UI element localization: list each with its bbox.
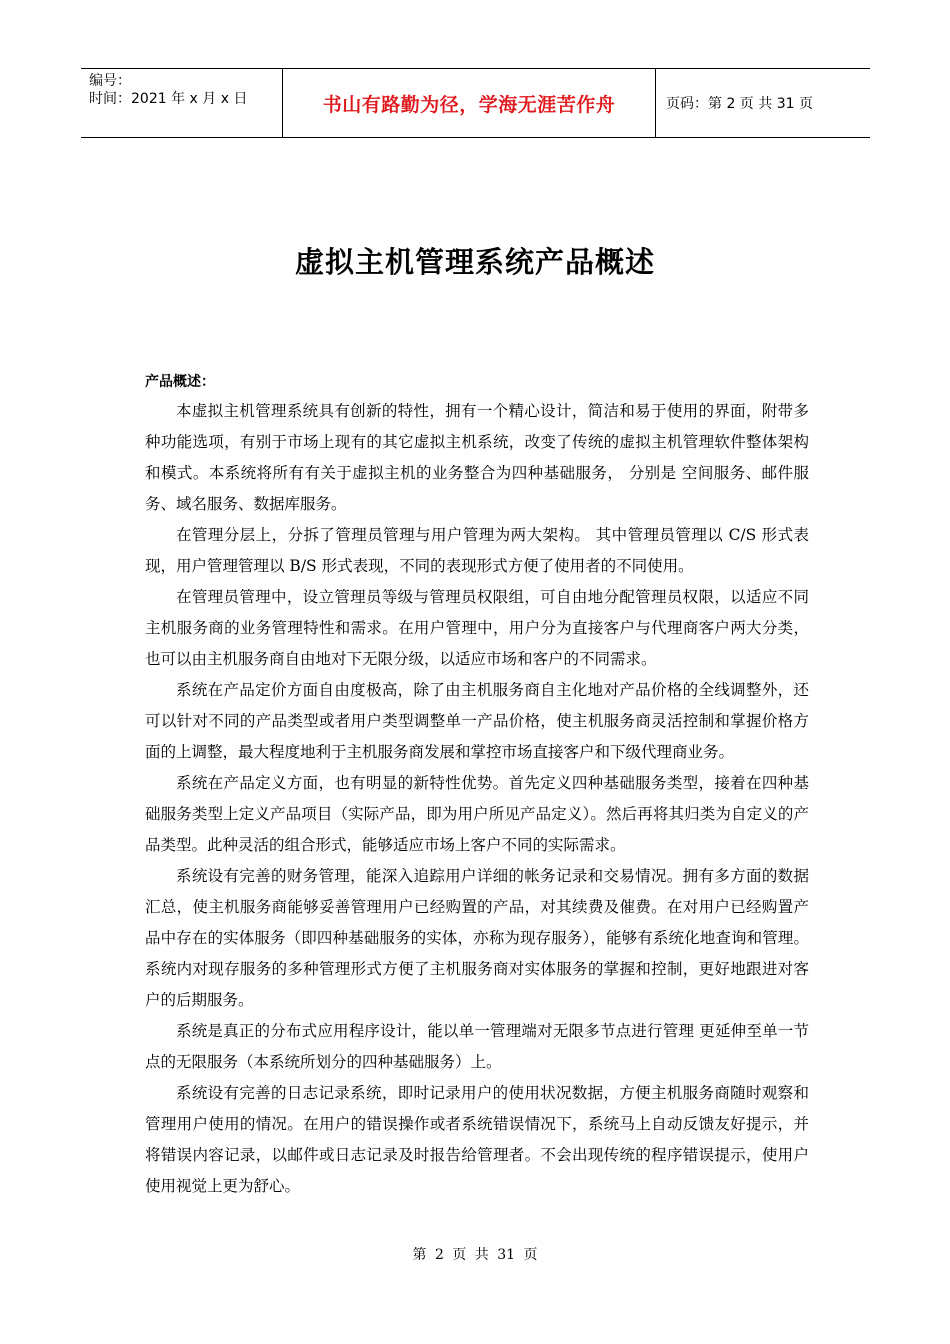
document-body (145, 370, 809, 1202)
paragraph: 系统在产品定价方面自由度极高，除了由主机服务商自主化地对产品价格的全线调整外，还可以针对不同的产品类型或者用户类型调整单一产品价格，使主机服务商灵活控制和掌握价格方面的上调整，最大程度地利于主机服务商发展和掌控市场直接客户和下级代理商业务。 (145, 681, 809, 761)
section-label: 产品概述： (145, 374, 215, 390)
paragraph: 系统是真正的分布式应用程序设计，能以单一管理端对无限多节点进行管理 更延伸至单一节点的无限服务（本系统所划分的四种基础服务）上。 (145, 1022, 809, 1071)
paragraph: 本虚拟主机管理系统具有创新的特性，拥有一个精心设计，简洁和易于使用的界面，附带多种功能选项，有别于市场上现有的其它虚拟主机系统，改变了传统的虚拟主机管理软件整体架构和模式。本系统将所有有关于虚拟主机的业务整合为四种基础服务， 分别是 空间服务、邮件服务、域名服务、数据库服务。 (145, 402, 809, 513)
page-footer: 第 2 页 共 31 页 (412, 1247, 538, 1263)
header-table (81, 68, 870, 138)
document-title: 虚拟主机管理系统产品概述 (294, 245, 655, 279)
number-label: 编号： (89, 73, 131, 89)
time-label: 时间：2021 年 x 月 x 日 (89, 91, 248, 107)
header-motto: 书山有路勤为径，学海无涯苦作舟 (282, 69, 656, 137)
paragraph: 系统设有完善的财务管理，能深入追踪用户详细的帐务记录和交易情况。拥有多方面的数据汇总，使主机服务商能够妥善管理用户已经购置的产品，对其续费及催费。在对用户已经购置产品中存在的实体服务（即四种基础服务的实体，亦称为现存服务），能够有系统化地查询和管理。系统内对现存服务的多种管理形式方便了主机服务商对实体服务的掌握和控制，更好地跟进对客户的后期服务。 (145, 867, 809, 1009)
paragraph: 系统在产品定义方面，也有明显的新特性优势。首先定义四种基础服务类型，接着在四种基础服务类型上定义产品项目（实际产品，即为用户所见产品定义）。然后再将其归类为自定义的产品类型。此种灵活的组合形式，能够适应市场上客户不同的实际需求。 (145, 774, 809, 854)
paragraph: 在管理分层上，分拆了管理员管理与用户管理为两大架构。 其中管理员管理以 C/S 形式表现，用户管理管理以 B/S 形式表现，不同的表现形式方便了使用者的不同使用。 (145, 526, 809, 575)
paragraph: 在管理员管理中，设立管理员等级与管理员权限组，可自由地分配管理员权限，以适应不同主机服务商的业务管理特性和需求。在用户管理中，用户分为直接客户与代理商客户两大分类，也可以由主机服务商自由地对下无限分级，以适应市场和客户的不同需求。 (145, 588, 809, 668)
paragraph: 系统设有完善的日志记录系统，即时记录用户的使用状况数据，方便主机服务商随时观察和管理用户使用的情况。在用户的错误操作或者系统错误情况下，系统马上自动反馈友好提示，并将错误内容记录，以邮件或日志记录及时报告给管理者。不会出现传统的程序错误提示，使用户使用视觉上更为舒心。 (145, 1084, 809, 1195)
header-meta (81, 69, 282, 137)
header-page-info: 页码：第 2 页 共 31 页 (666, 96, 813, 112)
